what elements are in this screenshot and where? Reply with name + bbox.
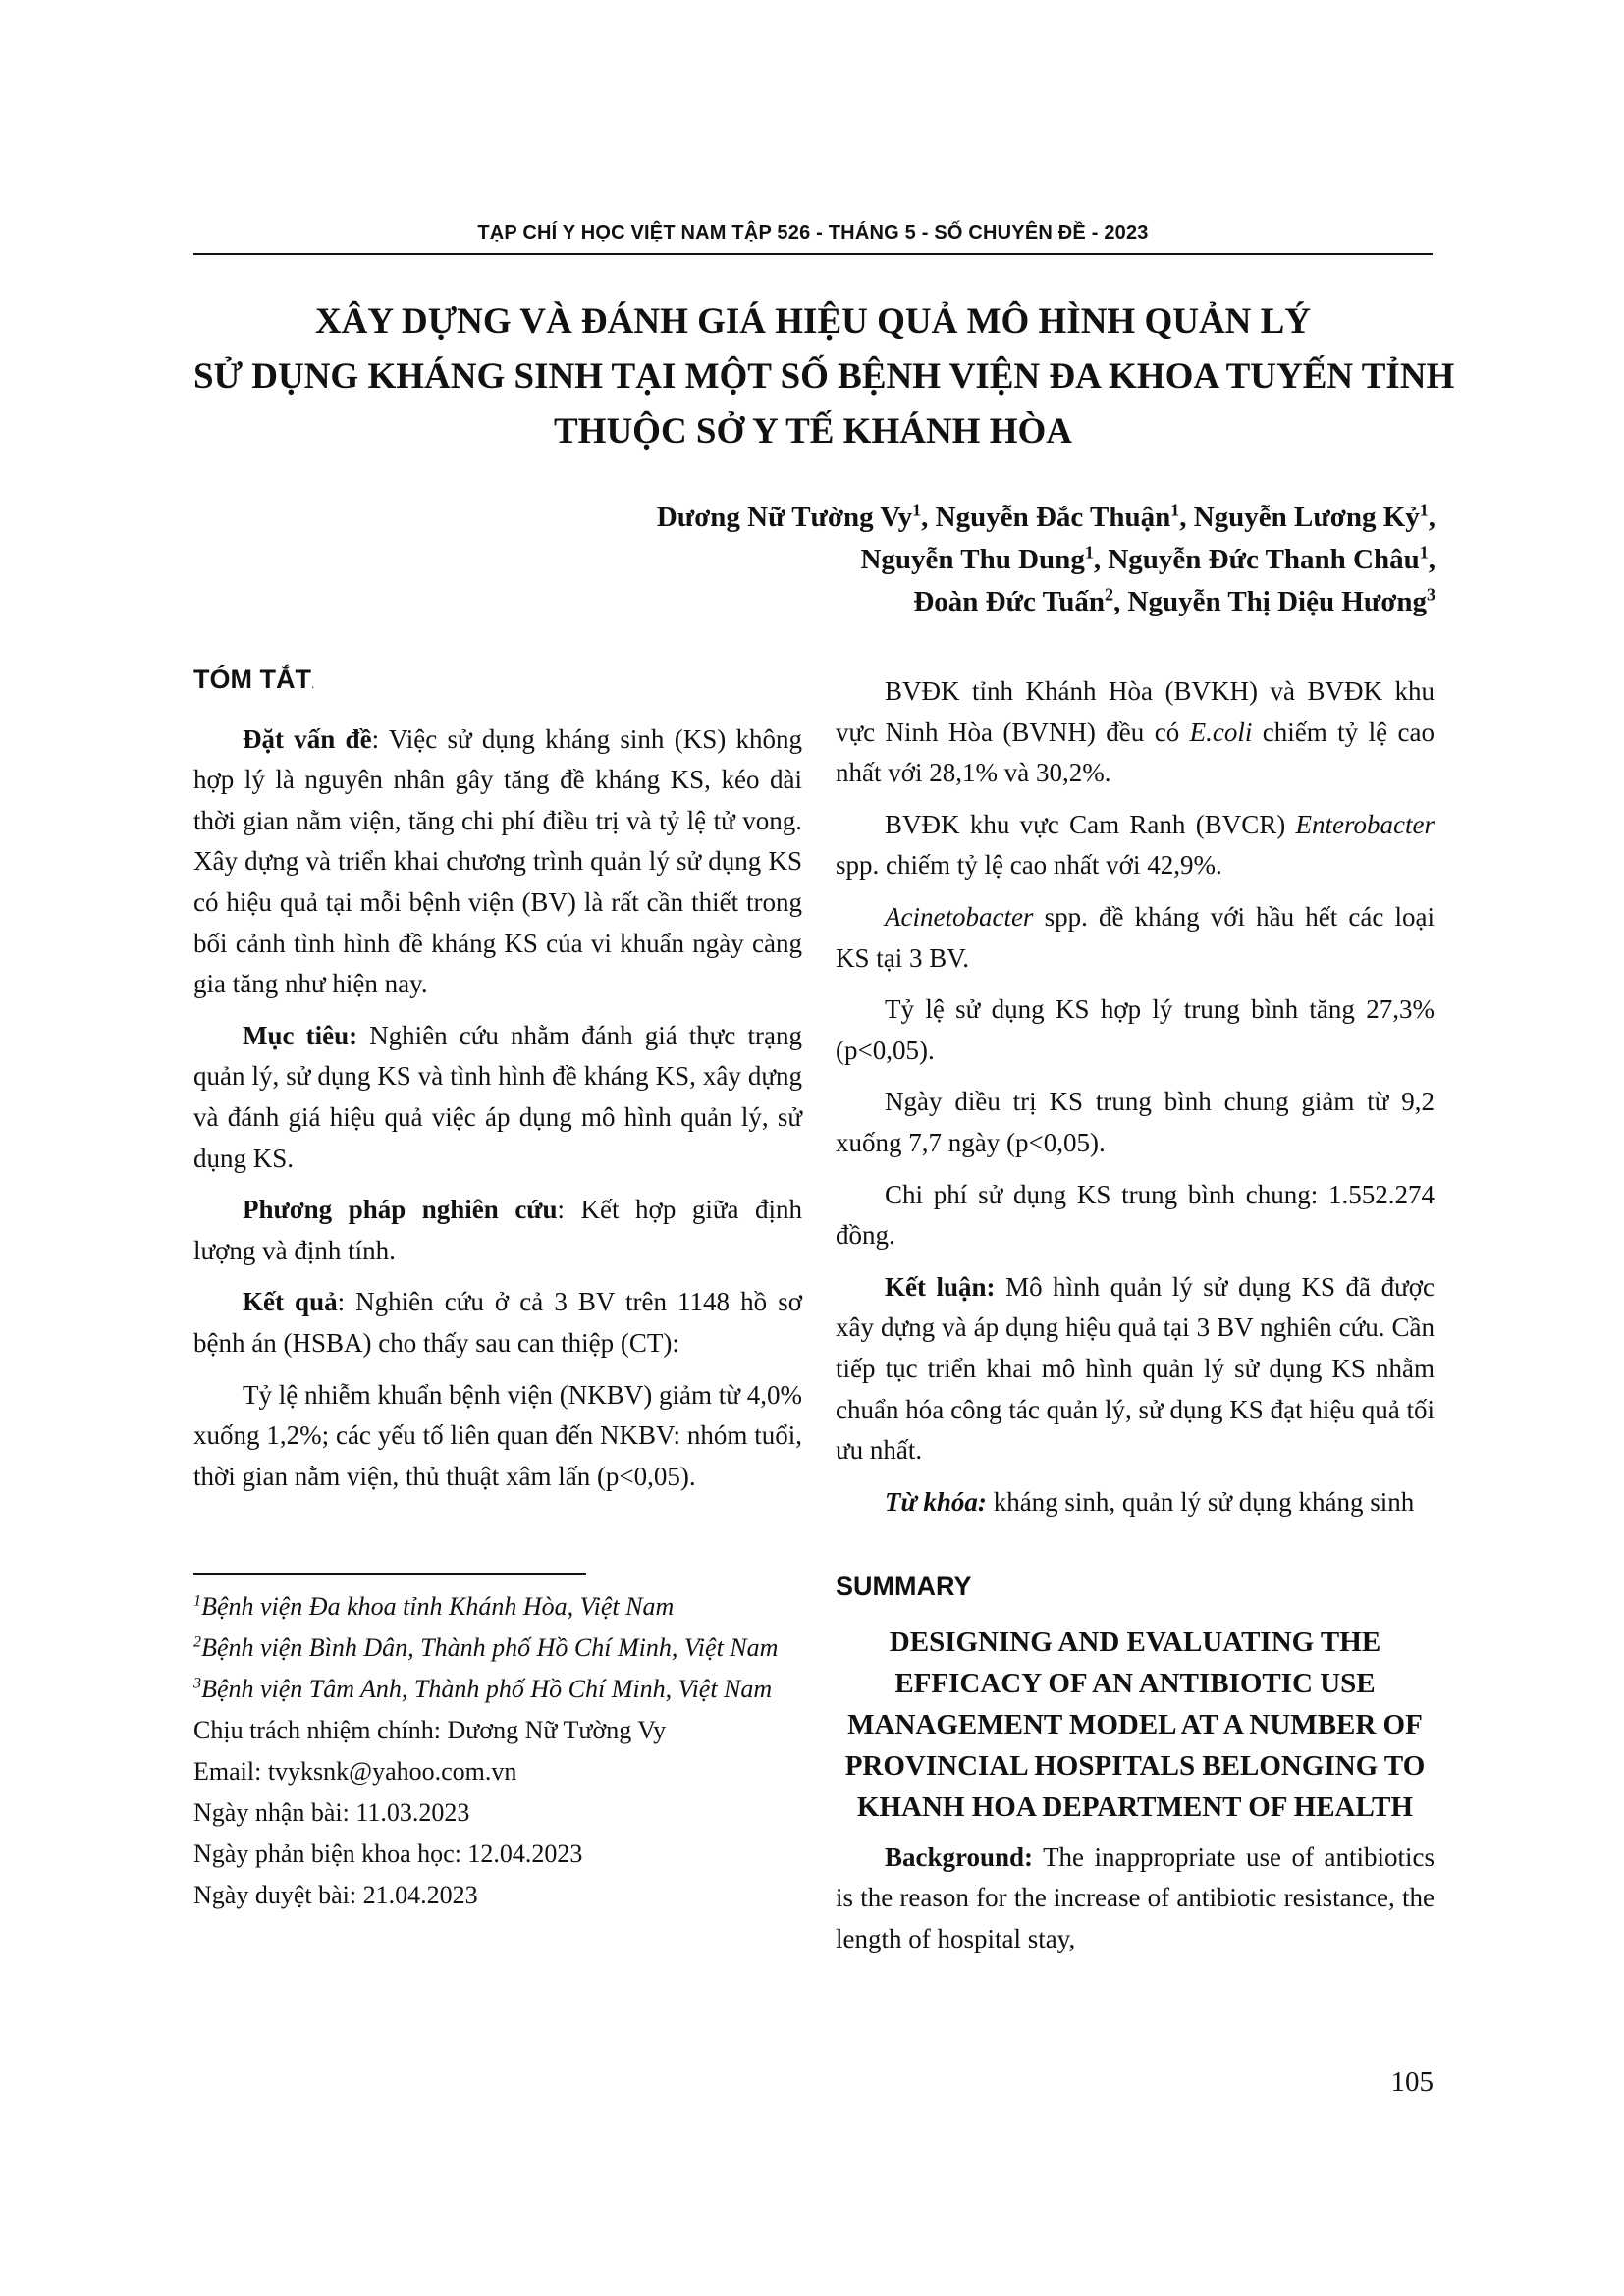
separator: , bbox=[1113, 586, 1128, 617]
text: BVĐK tỉnh Khánh Hòa (BVKH) và BVĐK khu vực Ninh Hòa (BVNH) đều có bbox=[836, 676, 1435, 747]
label-muc-tieu: Mục tiêu: bbox=[243, 1020, 358, 1050]
paragraph-methods bbox=[193, 1190, 802, 1271]
paragraph-bvcr bbox=[836, 805, 1435, 886]
title-line: XÂY DỰNG VÀ ĐÁNH GIÁ HIỆU QUẢ MÔ HÌNH QUẢN LÝ bbox=[314, 301, 1312, 342]
summary-section bbox=[836, 1567, 1435, 1959]
species-name: Enterobacter bbox=[1295, 809, 1435, 839]
corresponding-author: Chịu trách nhiệm chính: Dương Nữ Tường Vy bbox=[193, 1716, 667, 1744]
paragraph-appropriate-use: Tỷ lệ sử dụng KS hợp lý trung bình tăng 27,3% (p<0,05). bbox=[836, 994, 1435, 1065]
text-ket-luan: Mô hình quản lý sử dụng KS đã được xây dựng và áp dụng hiệu quả tại 3 BV nghiên cứu. Cần tiếp tục triển khai mô hình quản lý sử dụng KS nhằm chuẩn hóa công tác quản lý, sử dụng KS đạt hiệu quả tối ưu nhất. bbox=[836, 1271, 1435, 1466]
abstract-left-column bbox=[193, 660, 802, 1508]
separator: , bbox=[921, 502, 936, 533]
text-background: The inappropriate use of antibiotics is the reason for the increase of antibiotic resistance, the length of hospital stay, bbox=[836, 1842, 1435, 1953]
author-name: Nguyễn Đắc Thuận bbox=[935, 502, 1171, 533]
paragraph-nkbv: Tỷ lệ nhiễm khuẩn bệnh viện (NKBV) giảm từ 4,0% xuống 1,2%; các yếu tố liên quan đến NKBV: nhóm tuổi, thời gian nằm viện, thủ thuật xâm lấn (p<0,05). bbox=[193, 1379, 802, 1491]
article-title bbox=[193, 294, 1455, 459]
label-phuong-phap: Phương pháp nghiên cứu bbox=[243, 1195, 558, 1225]
paragraph-results bbox=[193, 1282, 802, 1363]
paragraph-objective bbox=[193, 1016, 802, 1179]
species-name: Acinetobacter bbox=[885, 901, 1034, 932]
separator: , bbox=[1428, 544, 1435, 575]
author-name: Nguyễn Lương Kỷ bbox=[1193, 502, 1420, 533]
title-line: SỬ DỤNG KHÁNG SINH TẠI MỘT SỐ BỆNH VIỆN ĐA KHOA TUYẾN TỈNH bbox=[193, 356, 1455, 397]
paragraph-keywords bbox=[836, 1482, 1435, 1523]
title-line: THUỘC SỞ Y TẾ KHÁNH HÒA bbox=[553, 411, 1072, 452]
author-list bbox=[491, 497, 1435, 623]
author-line bbox=[491, 581, 1435, 623]
affiliation-3 bbox=[193, 1669, 802, 1710]
author-name: Đoàn Đức Tuấn bbox=[913, 586, 1106, 617]
label-background: Background: bbox=[885, 1842, 1034, 1872]
text-muc-tieu: Nghiên cứu nhằm đánh giá thực trạng quản lý, sử dụng KS và tình hình đề kháng KS, xây dựng và đánh giá hiệu quả việc áp dụng mô hình quản lý, sử dụng KS. bbox=[193, 1020, 802, 1173]
separator: , bbox=[1428, 502, 1435, 533]
author-name: Nguyễn Thị Diệu Hương bbox=[1127, 586, 1428, 617]
email: Email: tvyksnk@yahoo.com.vn bbox=[193, 1757, 517, 1786]
date-reviewed: Ngày phản biện khoa học: 12.04.2023 bbox=[193, 1840, 583, 1868]
label-dat-van-de: Đặt vấn đề bbox=[243, 723, 372, 754]
affiliation-marker: 2 bbox=[1105, 584, 1114, 605]
label-ket-luan: Kết luận: bbox=[885, 1271, 996, 1302]
affiliation-text: Bệnh viện Tâm Anh, Thành phố Hồ Chí Minh, Việt Nam bbox=[201, 1675, 773, 1703]
paragraph-bvkh bbox=[836, 671, 1435, 794]
date-received: Ngày nhận bài: 11.03.2023 bbox=[193, 1798, 470, 1827]
text-ket-qua: : Nghiên cứu ở cả 3 BV trên 1148 hồ sơ bệnh án (HSBA) cho thấy sau can thiệp (CT): bbox=[193, 1287, 802, 1358]
affiliation-text: Bệnh viện Bình Dân, Thành phố Hồ Chí Minh, Việt Nam bbox=[201, 1633, 779, 1662]
text: spp. đề kháng với hầu hết các loại KS tại 3 BV. bbox=[836, 901, 1435, 973]
text-tu-khoa: kháng sinh, quản lý sử dụng kháng sinh bbox=[986, 1486, 1415, 1517]
paragraph-treatment-days: Ngày điều trị KS trung bình chung giảm từ 9,2 xuống 7,7 ngày (p<0,05). bbox=[836, 1087, 1435, 1157]
label-tu-khoa: Từ khóa: bbox=[885, 1486, 987, 1517]
running-header: TẠP CHÍ Y HỌC VIỆT NAM TẬP 526 - THÁNG 5 - SỐ CHUYÊN ĐỀ - 2023 bbox=[477, 222, 1149, 243]
author-name: Nguyễn Đức Thanh Châu bbox=[1108, 544, 1420, 575]
affiliation-marker: 1 bbox=[1170, 500, 1180, 520]
affiliation-marker: 1 bbox=[1419, 500, 1429, 520]
english-title: DESIGNING AND EVALUATING THE EFFICACY OF AN ANTIBIOTIC USE MANAGEMENT MODEL AT A NUMBER OF PROVINCIAL HOSPITALS BELONGING TO KHANH HOA DEPARTMENT OF HEALTH bbox=[844, 1626, 1426, 1823]
affiliation-2 bbox=[193, 1628, 802, 1669]
separator: , bbox=[1093, 544, 1109, 575]
abstract-heading-text: TÓM TẮT bbox=[193, 665, 311, 694]
footnote-rule bbox=[193, 1573, 586, 1575]
footnotes bbox=[193, 1586, 802, 1916]
author-name: Dương Nữ Tường Vy bbox=[656, 502, 913, 533]
text-phuong-phap: : Kết hợp giữa định lượng và định tính. bbox=[193, 1195, 802, 1265]
affiliation-marker: 1 bbox=[1084, 542, 1094, 562]
affiliation-marker: 1 bbox=[1419, 542, 1429, 562]
text: chiếm tỷ lệ cao nhất với 28,1% và 30,2%. bbox=[836, 717, 1435, 788]
text: spp. chiếm tỷ lệ cao nhất với 42,9%. bbox=[836, 850, 1222, 881]
text-dat-van-de: : Việc sử dụng kháng sinh (KS) không hợp lý là nguyên nhân gây tăng đề kháng KS, kéo dài thời gian nằm viện, tăng chi phí điều trị và tỷ lệ tử vong. Xây dựng và triển khai chương trình quản lý sử dụng KS có hiệu quả tại mỗi bệnh viện (BV) là rất cần thiết trong bối cảnh tình hình đề kháng KS của vi khuẩn ngày càng gia tăng như hiện nay. bbox=[193, 723, 802, 999]
species-name: E.coli bbox=[1189, 717, 1253, 747]
affiliation-marker: 1 bbox=[193, 1592, 202, 1610]
affiliation-text: Bệnh viện Đa khoa tỉnh Khánh Hòa, Việt Nam bbox=[201, 1592, 675, 1621]
affiliation-marker: 2 bbox=[193, 1633, 202, 1651]
author-line bbox=[491, 539, 1435, 581]
abstract-heading: TÓM TẮT. bbox=[193, 665, 315, 694]
header-rule bbox=[193, 253, 1433, 255]
summary-heading: SUMMARY bbox=[836, 1572, 972, 1601]
author-name: Nguyễn Thu Dung bbox=[860, 544, 1085, 575]
paragraph-en-background bbox=[836, 1838, 1435, 1960]
paragraph-cost: Chi phí sử dụng KS trung bình chung: 1.552.274 đồng. bbox=[836, 1179, 1435, 1251]
affiliation-marker: 3 bbox=[193, 1675, 202, 1692]
date-accepted: Ngày duyệt bài: 21.04.2023 bbox=[193, 1881, 478, 1909]
text: BVĐK khu vực Cam Ranh (BVCR) bbox=[885, 809, 1296, 839]
affiliation-marker: 3 bbox=[1427, 584, 1435, 605]
page-number: 105 bbox=[1390, 2066, 1434, 2098]
paragraph-acinetobacter bbox=[836, 897, 1435, 979]
separator: , bbox=[1179, 502, 1194, 533]
label-ket-qua: Kết quả bbox=[243, 1287, 338, 1317]
paragraph-background bbox=[193, 720, 802, 1005]
paragraph-conclusion bbox=[836, 1267, 1435, 1471]
affiliation-marker: 1 bbox=[912, 500, 922, 520]
affiliation-1 bbox=[193, 1586, 802, 1628]
author-line bbox=[491, 497, 1435, 539]
abstract-right-column bbox=[836, 671, 1435, 1533]
